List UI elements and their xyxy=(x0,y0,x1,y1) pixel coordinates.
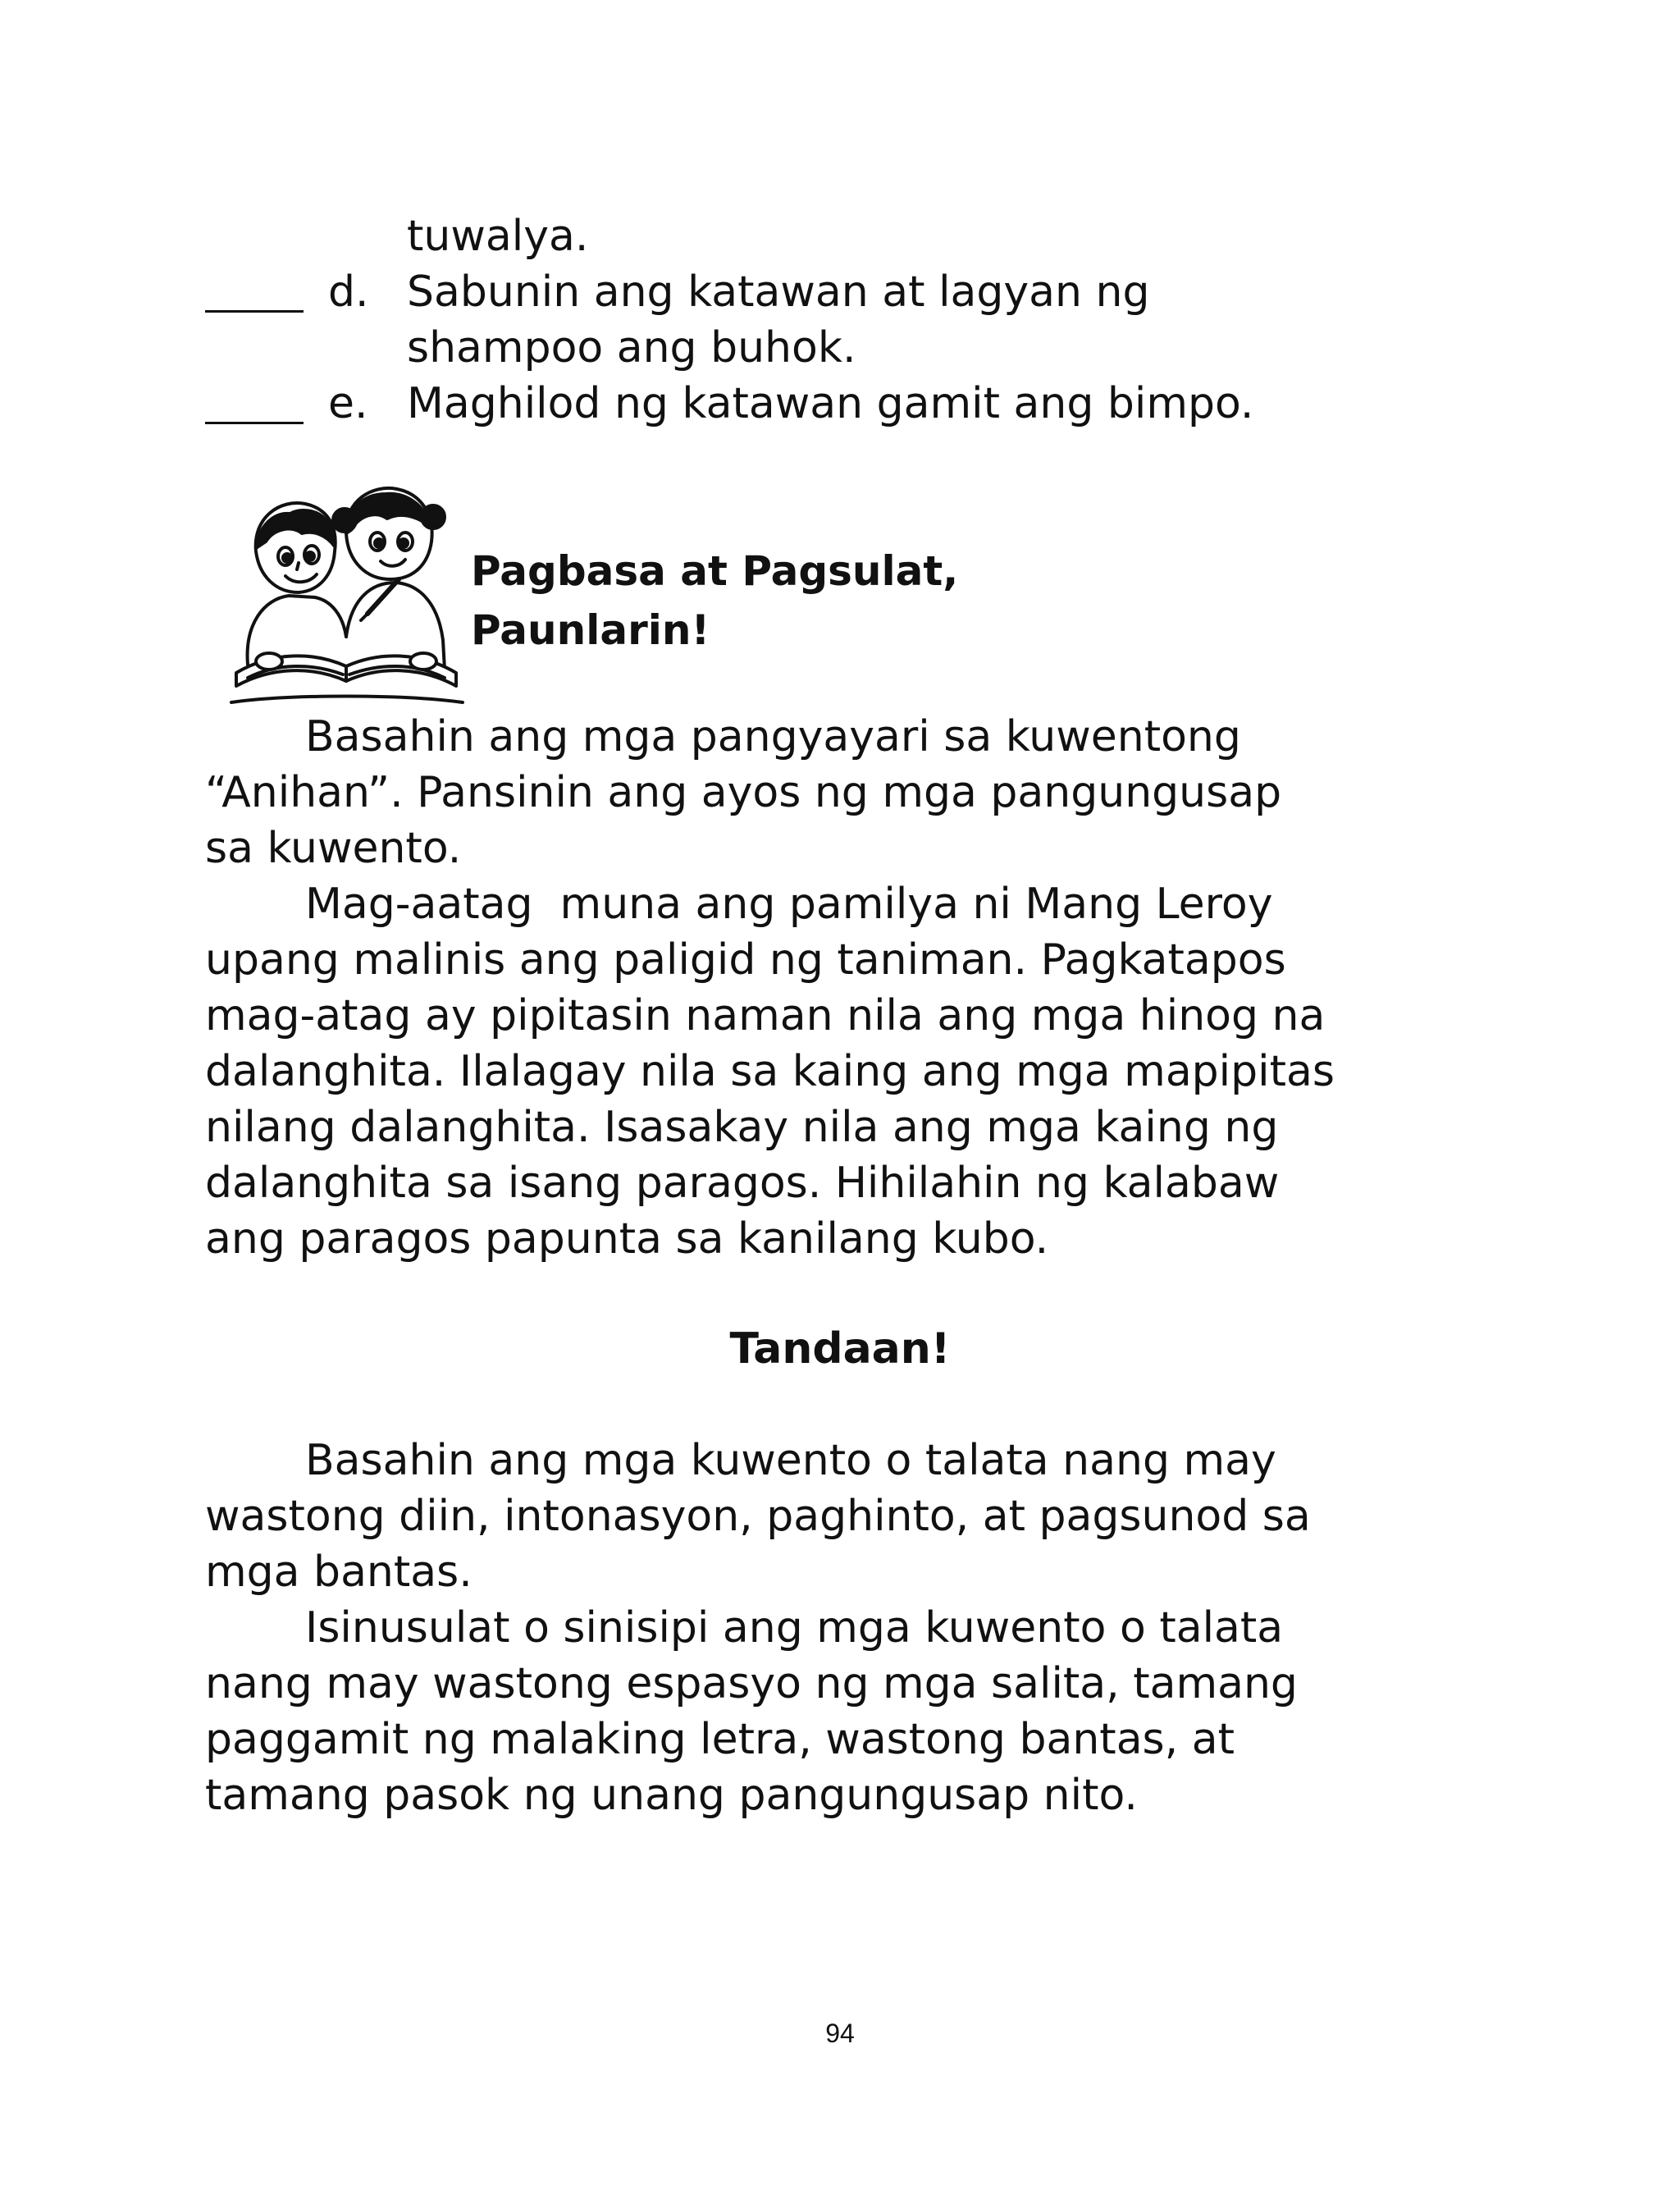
section-heading-line: Pagbasa at Pagsulat, xyxy=(471,547,959,595)
paragraph-line-text: Basahin ang mga kuwento o talata nang may xyxy=(305,1436,1276,1485)
section-heading-line: Paunlarin! xyxy=(471,606,710,654)
item-text-line: Sabunin ang katawan at lagyan ng xyxy=(407,267,1150,317)
answer-blank[interactable] xyxy=(205,310,304,313)
paragraph-line: tamang pasok ng unang pangungusap nito. xyxy=(205,1771,1138,1820)
paragraph-line xyxy=(205,1433,1485,1488)
paragraph-line: paggamit ng malaking letra, wastong bantas, at xyxy=(205,1715,1235,1764)
paragraph-line-text: Mag-aatag muna ang pamilya ni Mang Leroy xyxy=(305,880,1273,929)
paragraph-line: dalanghita sa isang paragos. Hihilahin ng kalabaw xyxy=(205,1159,1280,1208)
tandaan-heading: Tandaan! xyxy=(729,1324,951,1374)
paragraph-line xyxy=(205,876,1485,932)
paragraph-line xyxy=(205,709,1485,765)
item-letter: d. xyxy=(328,267,369,317)
page-number: 94 xyxy=(825,2019,855,2048)
paragraph-line: upang malinis ang paligid ng taniman. Pagkatapos xyxy=(205,935,1286,985)
answer-blank[interactable] xyxy=(205,422,304,424)
item-text xyxy=(407,264,1473,376)
section-heading xyxy=(471,542,958,660)
children-reading-book-icon xyxy=(223,476,469,714)
item-text xyxy=(407,376,1473,432)
paragraph-line: nilang dalanghita. Isasakay nila ang mga kaing ng xyxy=(205,1103,1279,1152)
paragraph-line: “Anihan”. Pansinin ang ayos ng mga pangungusap xyxy=(205,768,1282,817)
paragraph-instructions xyxy=(205,709,1485,876)
paragraph-writing-rule xyxy=(205,1600,1485,1823)
paragraph-line xyxy=(205,1600,1485,1656)
paragraph-line: nang may wastong espasyo ng mga salita, tamang xyxy=(205,1659,1298,1708)
paragraph-line: mga bantas. xyxy=(205,1548,472,1597)
paragraph-story xyxy=(205,876,1485,1267)
item-text-line: Maghilod ng katawan gamit ang bimpo. xyxy=(407,379,1254,428)
item-letter: e. xyxy=(328,379,368,428)
paragraph-line: dalanghita. Ilalagay nila sa kaing ang mga mapipitas xyxy=(205,1047,1335,1096)
item-text-line: shampoo ang buhok. xyxy=(407,323,856,373)
list-continuation: tuwalya. xyxy=(407,212,589,261)
paragraph-line: sa kuwento. xyxy=(205,824,462,873)
paragraph-line: wastong diin, intonasyon, paghinto, at pagsunod sa xyxy=(205,1492,1311,1541)
paragraph-reading-rule xyxy=(205,1433,1485,1600)
paragraph-line-text: Isinusulat o sinisipi ang mga kuwento o talata xyxy=(305,1603,1284,1653)
paragraph-line-text: Basahin ang mga pangyayari sa kuwentong xyxy=(305,712,1241,761)
paragraph-line: ang paragos papunta sa kanilang kubo. xyxy=(205,1214,1049,1264)
paragraph-line: mag-atag ay pipitasin naman nila ang mga hinog na xyxy=(205,991,1326,1040)
